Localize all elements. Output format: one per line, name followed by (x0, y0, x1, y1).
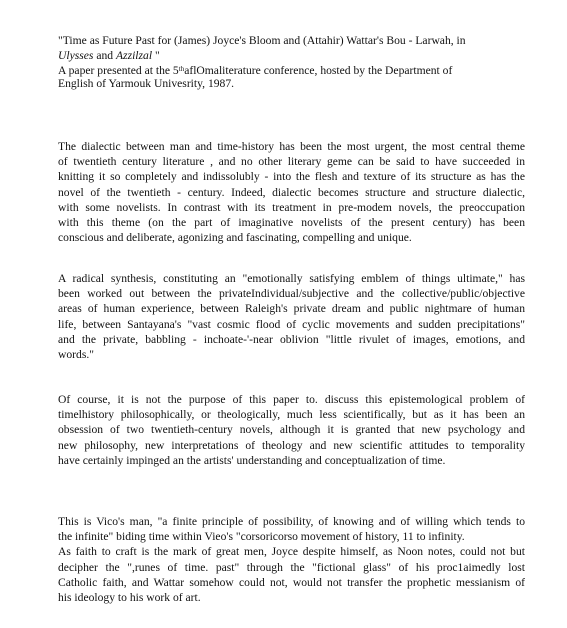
paragraph-line: with some novelists. In contrast with its treatment in pre-modem novels, the preoccupation (58, 200, 525, 214)
paragraph-line: This is Vico's man, "a finite principle of possibility, of knowing and of willing which tends to (58, 515, 525, 528)
paragraph-line: the infinite" biding time within Vieo's "corsoricorso movement of history, 11 to infinity. (58, 530, 465, 544)
paragraph-2 (58, 271, 525, 362)
paragraph-1 (58, 139, 525, 245)
title-and: and (93, 49, 116, 63)
paragraph-3 (58, 392, 525, 468)
paragraph-line: with this theme (on the part of imaginative novelists of the present century) has been (58, 216, 525, 230)
paragraph-line: timelhistory philosophically, or theologically, much less scientifically, but as it has been an (58, 408, 525, 422)
paragraph-line: novel of the twentieth - century. Indeed, dialectic becomes structure and structure dialectic, (58, 185, 525, 199)
title-line-1: "Time as Future Past for (James) Joyce's Bloom and (Attahir) Wattar's Bou - Larwah, in (58, 34, 466, 47)
title-end-quote: " (152, 49, 160, 63)
paragraph-line: his ideology to his work of art. (58, 591, 201, 605)
paragraph-line: The dialectic between man and time-history has been the most urgent, the most central theme (58, 140, 525, 153)
paragraph-line: A radical synthesis, constituting an "emotionally satisfying emblem of things ultimate," has (58, 272, 525, 285)
paragraph-line: obsession of two twentieth-century novels, although it is granted that new psychology and (58, 423, 525, 437)
paragraph-line: words." (58, 348, 94, 362)
note-line-2: English of Yarmouk Univesrity, 1987. (58, 77, 235, 90)
paragraph-line: As faith to craft is the mark of great men, Joyce despite himself, as Noon notes, could not but (58, 545, 525, 559)
paragraph-4 (58, 514, 525, 605)
paragraph-line: new philosophy, new interpretations of theology and new scientific attitudes to temporality (58, 438, 525, 452)
paper-title (58, 33, 525, 63)
paragraph-line: Of course, it is not the purpose of this paper to. discuss this epistemological problem of (58, 393, 525, 406)
paragraph-line: knitting it so completely and indissolubly - into the flesh and texture of its structure as has the (58, 170, 525, 184)
note-superscript: th (178, 65, 185, 73)
paragraph-line: been worked out between the privateIndividual/subjective and the collective/public/objective (58, 287, 525, 301)
paragraph-line: and the private, babbling - inchoate-'-near oblivion "little rivulet of images, emotions, and (58, 332, 525, 346)
paragraph-line: life, between Santayana's "vast cosmic flood of cyclic movements and sudden precipitations" (58, 317, 525, 331)
note-line-1 (58, 64, 525, 77)
conference-note (58, 64, 525, 90)
note-part-b: aflOmaliterature conference, hosted by the Department of (184, 64, 453, 77)
paragraph-line: areas of human experience, between Raleigh's private dream and public nightmare of human (58, 302, 525, 316)
title-italic-ulysses: Ulysses (58, 49, 94, 63)
paragraph-line: Catholic faith, and Wattar somehow could not, would not transfer the prophetic messianism of (58, 575, 525, 589)
paragraph-line: decipher the ",runes of time. past" through the "fictional glass" of his proc1aimedly lost (58, 560, 525, 574)
title-line-2 (58, 48, 525, 63)
title-italic-azzilzal: Azzilzal (115, 49, 153, 63)
paragraph-line: of twentieth century literature , and no other literary geme can be said to have succeeded in (58, 155, 525, 169)
paragraph-line: have certainly impinged an the artists' understanding and conceptualization of time. (58, 453, 446, 467)
paragraph-line: conscious and deliberate, agonizing and fascinating, compelling and unique. (58, 231, 412, 245)
note-part-a: A paper presented at the 5 (58, 64, 179, 77)
